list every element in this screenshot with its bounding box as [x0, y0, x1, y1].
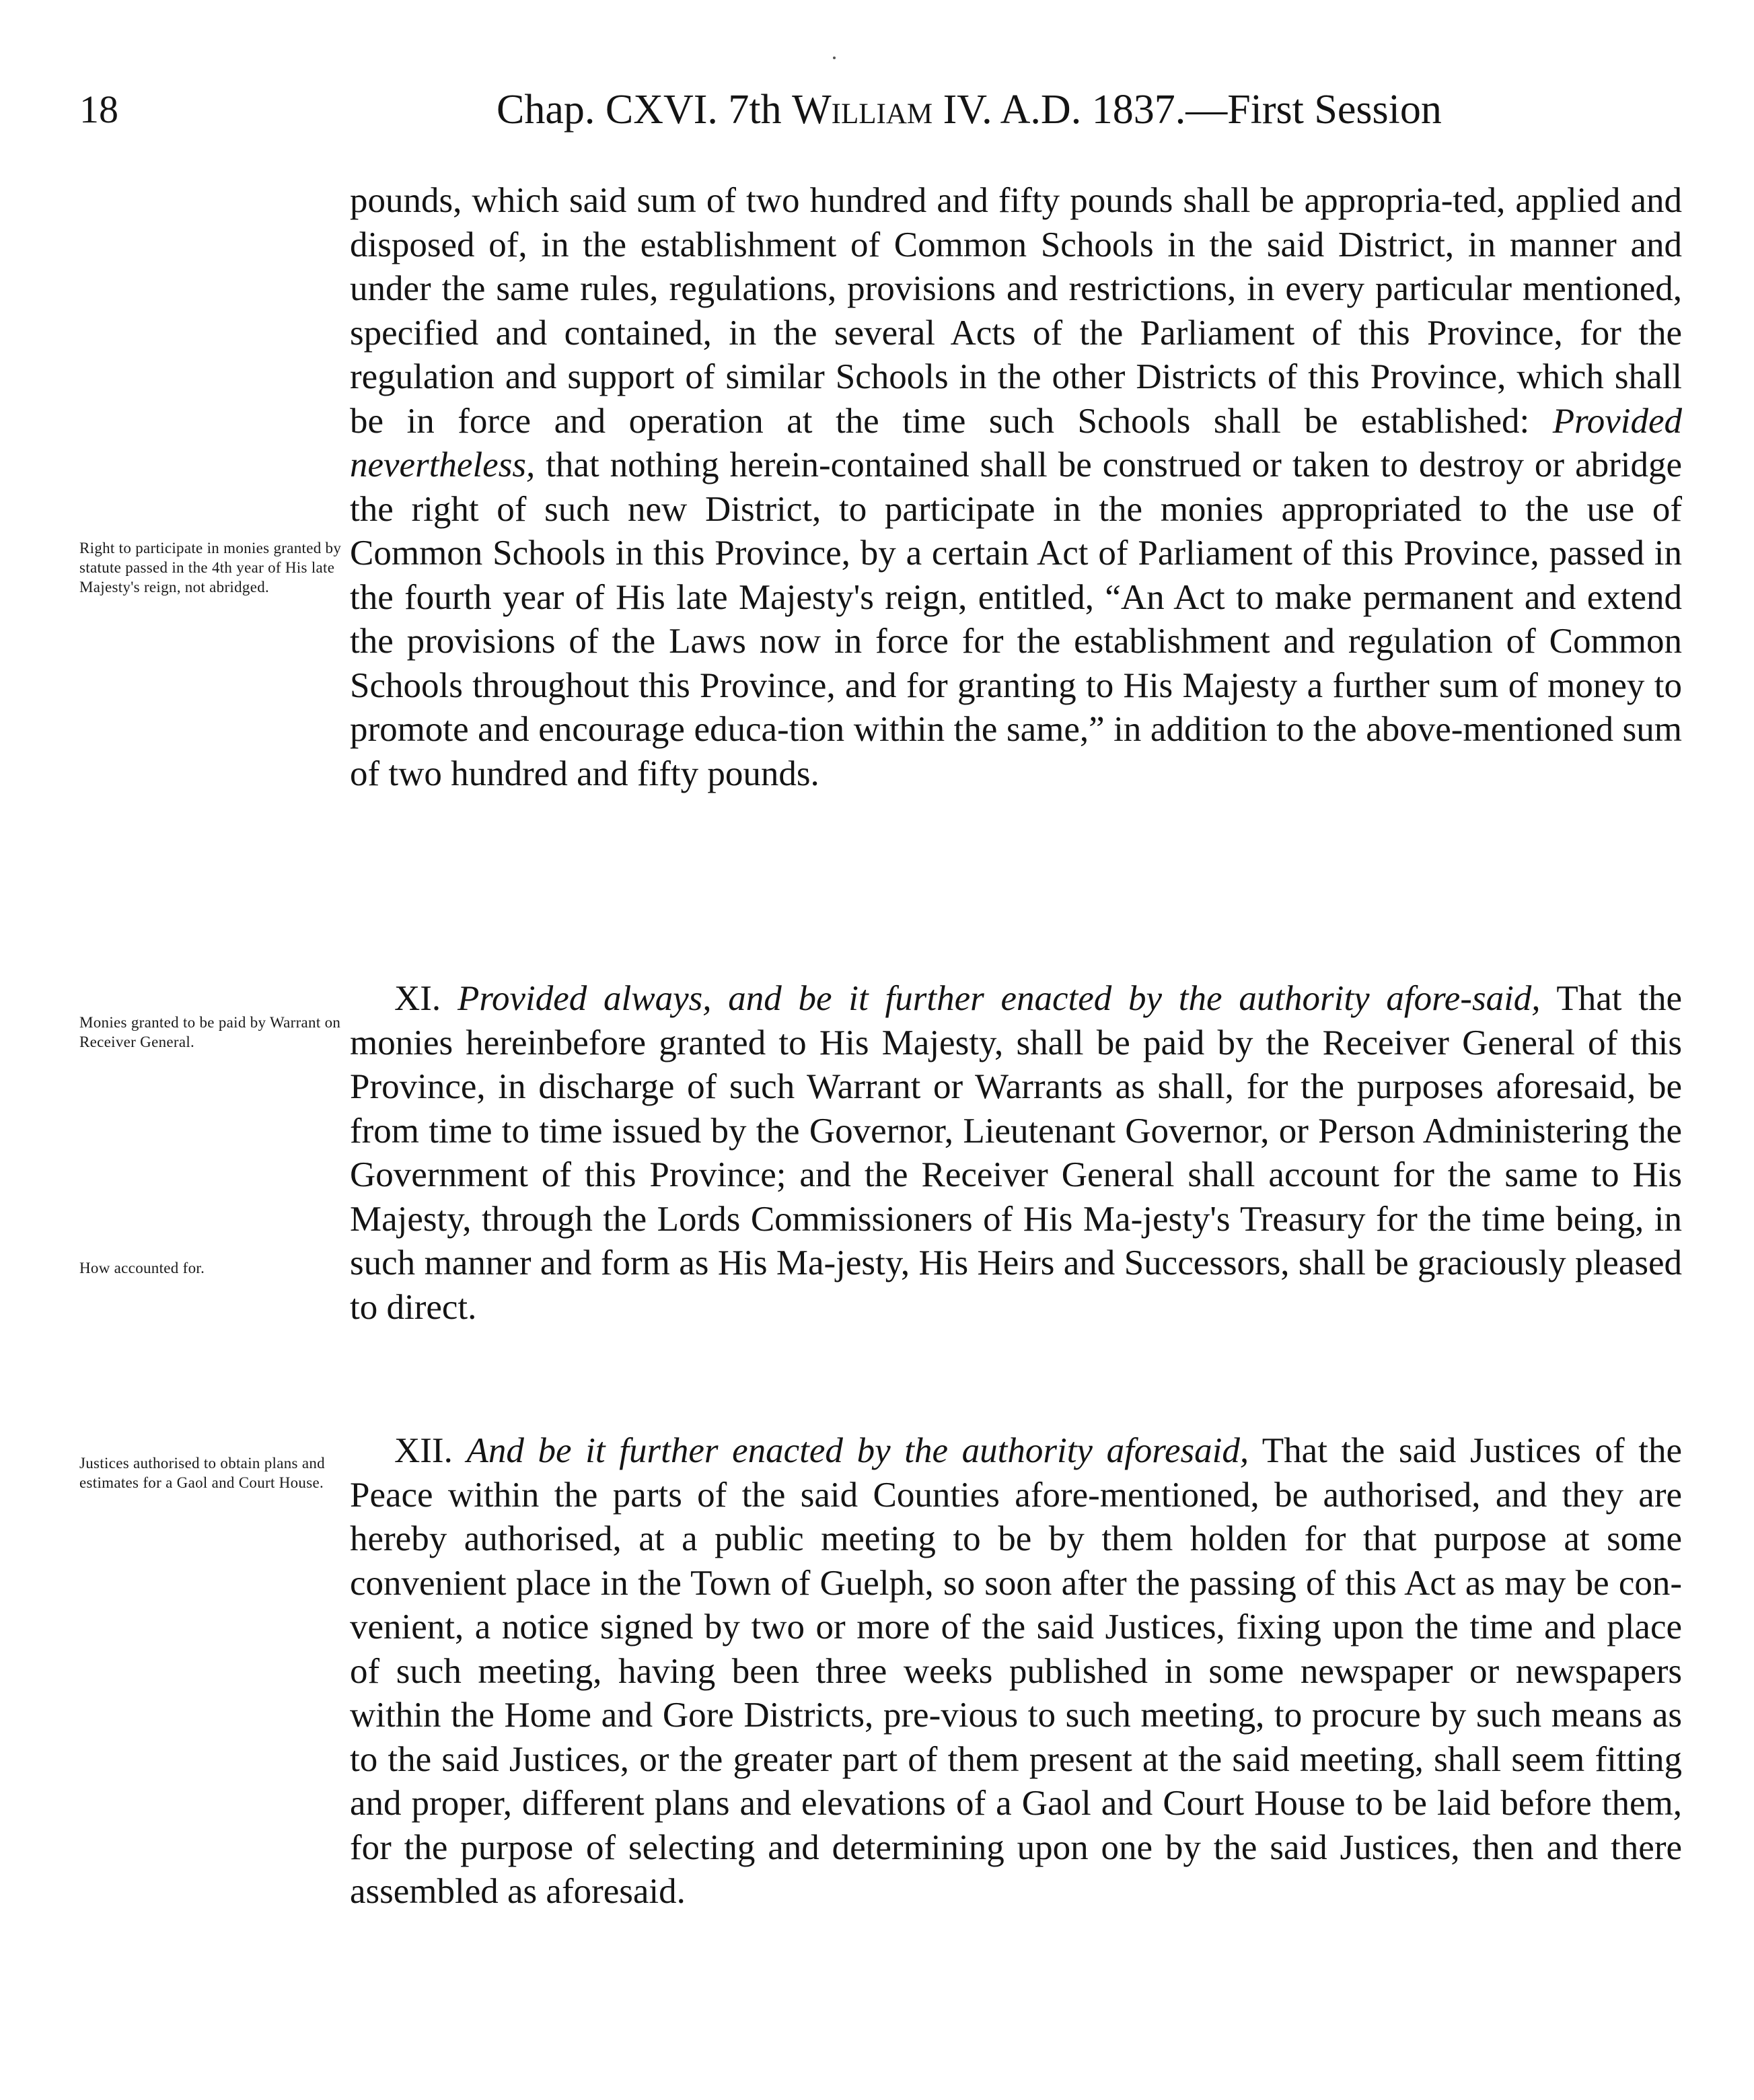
running-header [79, 79, 1694, 140]
sidenote-how-accounted: How accounted for. [79, 1260, 205, 1276]
sidenote-right-to-participate: Right to participate in monies granted by statute passed in the 4th year of His late Majesty's reign, not abridged. [79, 540, 342, 595]
section-number: XI. [394, 979, 441, 1018]
section-xi [350, 977, 1682, 1330]
paragraph-rest-text: that nothing herein-contained shall be construed or taken to destroy or abridge the right of such new District, to participate in the monies appropriated to the use of Common Schools in this Province, by a certain Act of Parliament of this Province, passed in the fourth year of His late Majesty's reign, entitled, “An Act to make permanent and extend the provisions of the Laws now in force for the establishment and regulation of Common Schools throughout this Province, and for granting to His Majesty a further sum of money to promote and encourage educa-tion within the same,” in addition to the above-mentioned sum of two hundred and fifty pounds. [350, 445, 1682, 793]
page-number: 18 [79, 87, 118, 131]
section-xii [350, 1429, 1682, 1914]
sidenote-monies-paid-by-warrant: Monies granted to be paid by Warrant on Receiver General. [79, 1014, 341, 1050]
print-speck [833, 57, 836, 59]
regnal-date: IV. A.D. 1837.—First Session [933, 87, 1442, 133]
section-body-text: That the said Justices of the Peace within the parts of the said Counties afore-mentioned, be authorised, and they are hereby authorised, at a public meeting to be by them holden for that purpose at some convenient place in the Town of Guelph, so soon after the passing of this Act as may be con-venient, a notice signed by two or more of the said Justices, fixing upon the time and place of such meeting, having been three weeks published in some newspaper or newspapers within the Home and Gore Districts, pre-vious to such meeting, to procure by such means as to the said Justices, or the greater part of them present at the said meeting, shall seem fitting and proper, different plans and elevations of a Gaol and Court House to be laid before them, for the purpose of selecting and determining upon one by the said Justices, then and there assembled as aforesaid. [350, 1431, 1683, 1911]
paragraph-lead-text: pounds, which said sum of two hundred and fifty pounds shall be appropria-ted, applied and disposed of, in the establishment of Common Schools in the said District, in manner and under the same rules, regulations, provisions and restrictions, in every particular mentioned, specified and contained, in the several Acts of the Parliament of this Province, for the regulation and support of similar Schools in the other Districts of this Province, which shall be in force and operation at the time such Schools shall be established: [350, 181, 1682, 441]
section-enacting-clause: And be it further enacted by the authority aforesaid, [466, 1431, 1249, 1470]
paragraph-continued [350, 179, 1682, 796]
section-enacting-clause: Provided always, and be it further enacted by the authority afore-said, [457, 979, 1541, 1018]
section-number: XII. [394, 1431, 453, 1470]
sovereign-name: William [792, 87, 933, 133]
section-body-text: That the monies hereinbefore granted to His Majesty, shall be paid by the Receiver General of this Province, in discharge of such Warrant or Warrants as shall, for the purposes aforesaid, be from time to time issued by the Governor, Lieutenant Governor, or Person Administering the Government of this Province; and the Receiver General shall account for the same to His Majesty, through the Lords Commissioners of His Ma-jesty's Treasury for the time being, in such manner and form as His Ma-jesty, His Heirs and Successors, shall be graciously pleased to direct. [350, 979, 1682, 1327]
sidenote-justices-authorised: Justices authorised to obtain plans and estimates for a Gaol and Court House. [79, 1455, 325, 1491]
paragraph-italic-proviso: Provided nevertheless, [350, 401, 1682, 484]
running-title [497, 79, 1442, 140]
chapter-label: Chap. CXVI. 7th [497, 87, 793, 133]
